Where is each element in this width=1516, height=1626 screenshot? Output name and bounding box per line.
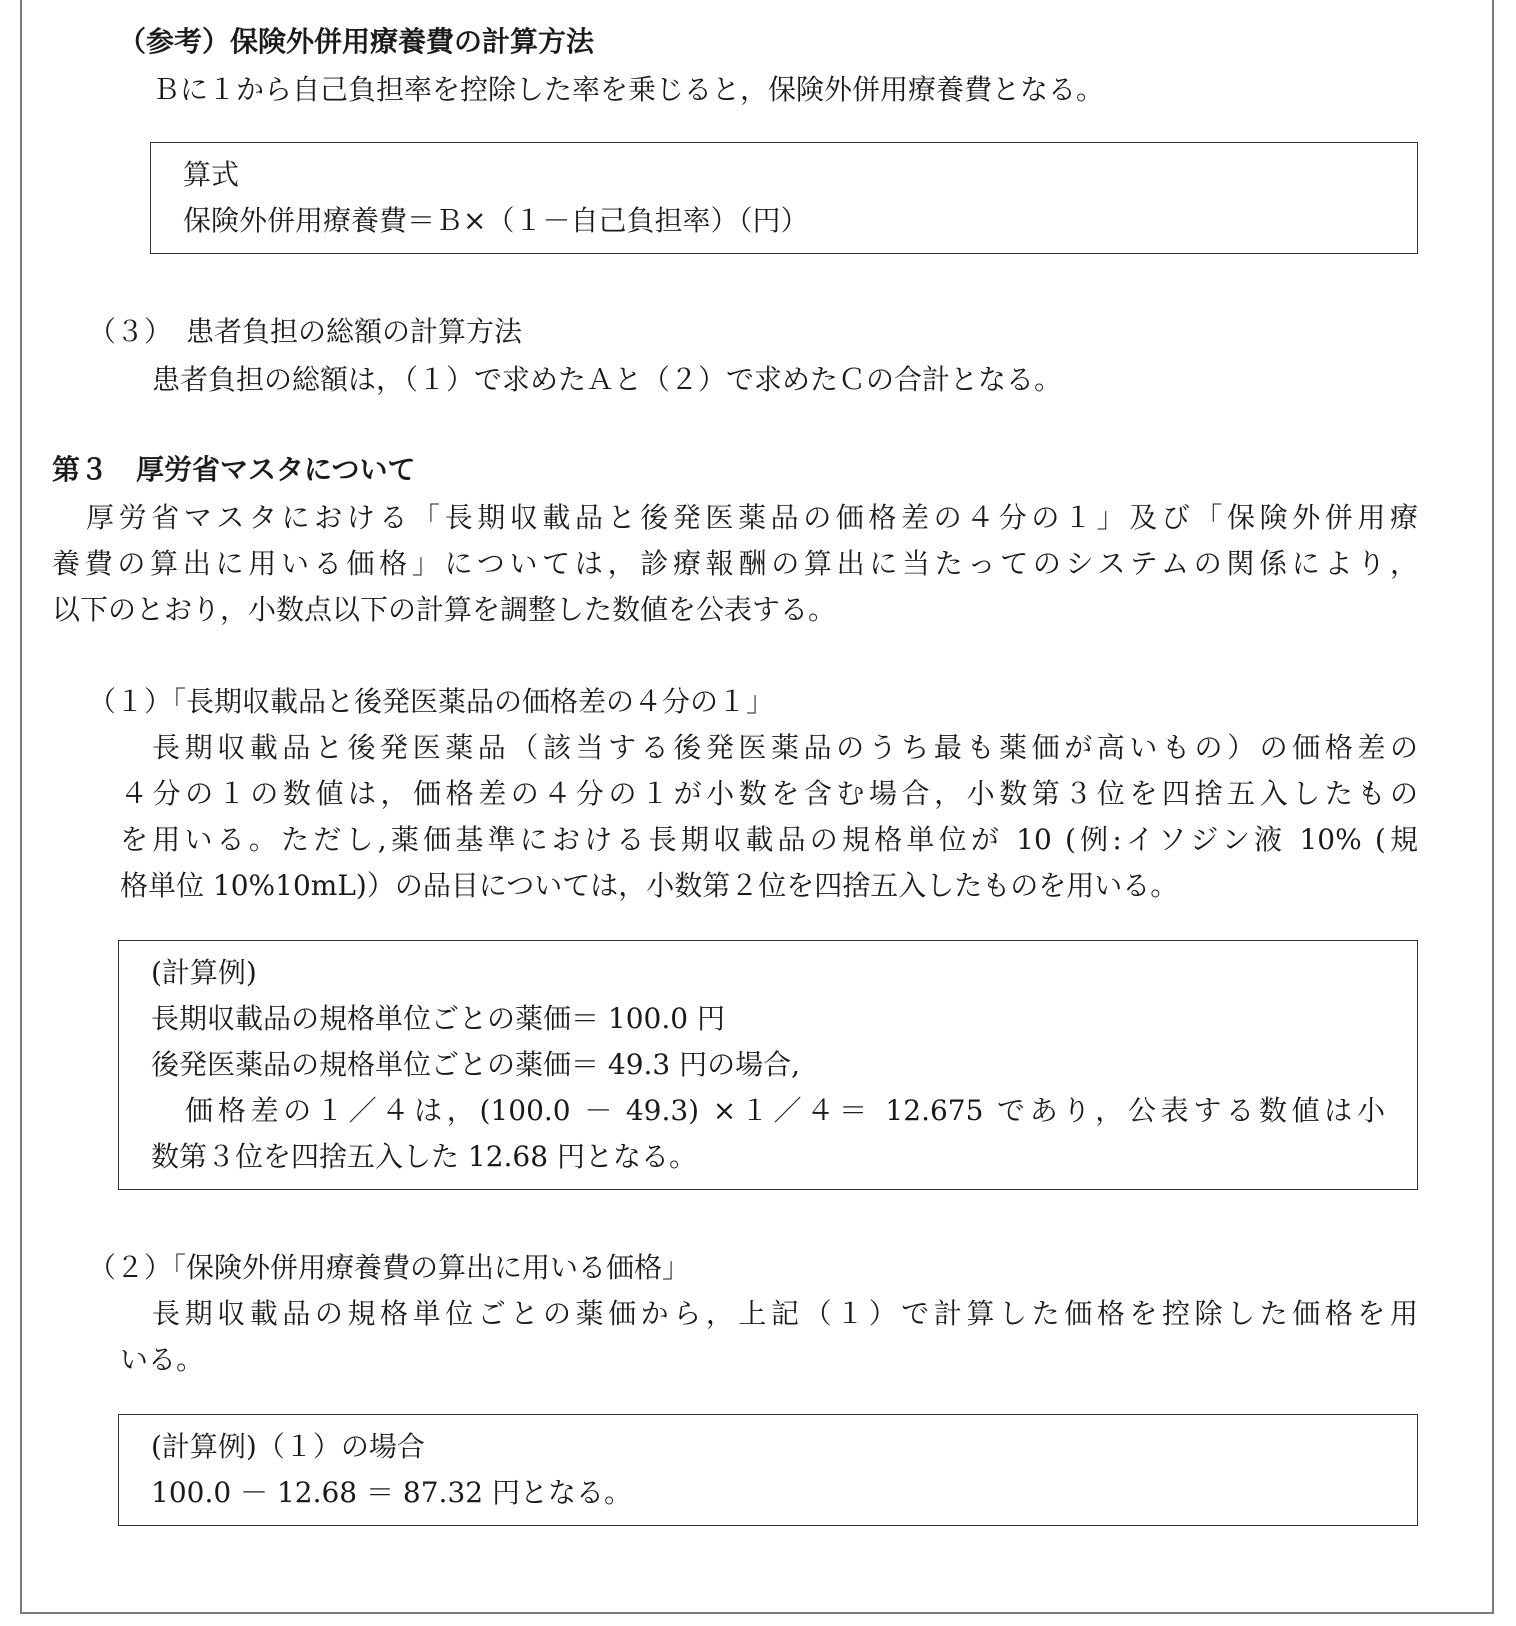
sub-1-heading: （１）「長期収載品と後発医薬品の価格差の４分の１」 (88, 685, 775, 718)
ref-heading: （参考）保険外併用療養費の計算方法 (118, 25, 595, 58)
ref-text: Ｂに１から自己負担率を控除した率を乗じると，保険外併用療養費となる。 (152, 73, 1105, 106)
sub-1-line-3: を用いる。ただし,薬価基準における長期収載品の規格単位が 10 (例:イソジン液 10% (規 (120, 823, 1418, 856)
chapter-3-para-line-2: 養費の算出に用いる価格」については，診療報酬の算出に当たってのシステムの関係により， (52, 547, 1418, 580)
example-2-line: 100.0 － 12.68 ＝ 87.32 円となる。 (151, 1476, 632, 1509)
sub-2-heading: （２）「保険外併用療養費の算出に用いる価格」 (88, 1251, 691, 1284)
example-1-line-3: 価格差の１／４は，(100.0 － 49.3) ×１／４＝ 12.675 であり，公表する数値は小 (185, 1094, 1385, 1127)
example-box-2 (118, 1414, 1418, 1526)
sub-1-line-1: 長期収載品と後発医薬品（該当する後発医薬品のうち最も薬価が高いもの）の価格差の (152, 731, 1418, 764)
sub-2-line-1: 長期収載品の規格単位ごとの薬価から，上記（１）で計算した価格を控除した価格を用 (152, 1297, 1418, 1330)
chapter-3-para-line-3: 以下のとおり，小数点以下の計算を調整した数値を公表する。 (52, 593, 837, 626)
section-3-text: 患者負担の総額は，（１）で求めたＡと（２）で求めたＣの合計となる。 (152, 363, 1063, 396)
example-1-line-1: 長期収載品の規格単位ごとの薬価＝ 100.0 円 (151, 1002, 725, 1035)
example-1-line-2: 後発医薬品の規格単位ごとの薬価＝ 49.3 円の場合, (151, 1048, 801, 1081)
sub-1-line-2: ４分の１の数値は，価格差の４分の１が小数を含む場合，小数第３位を四捨五入したもの (120, 777, 1418, 810)
example-2-label: (計算例)（１）の場合 (151, 1430, 425, 1463)
formula-box (150, 142, 1418, 254)
sub-2-line-2: いる。 (120, 1343, 205, 1376)
sub-1-line-4: 格単位 10%10mL)）の品目については，小数第２位を四捨五入したものを用いる。 (120, 869, 1179, 902)
section-3-heading: （３） 患者負担の総額の計算方法 (88, 315, 523, 348)
example-box-1 (118, 940, 1418, 1190)
example-1-label: (計算例) (151, 956, 257, 989)
example-1-line-4: 数第３位を四捨五入した 12.68 円となる。 (151, 1140, 697, 1173)
chapter-3-heading: 第３ 厚労省マスタについて (52, 453, 416, 486)
formula-label: 算式 (183, 158, 240, 191)
formula-text: 保険外併用療養費＝Ｂ×（１－自己負担率）（円） (183, 204, 809, 237)
chapter-3-para-line-1: 厚労省マスタにおける「長期収載品と後発医薬品の価格差の４分の１」及び「保険外併用療 (86, 501, 1418, 534)
